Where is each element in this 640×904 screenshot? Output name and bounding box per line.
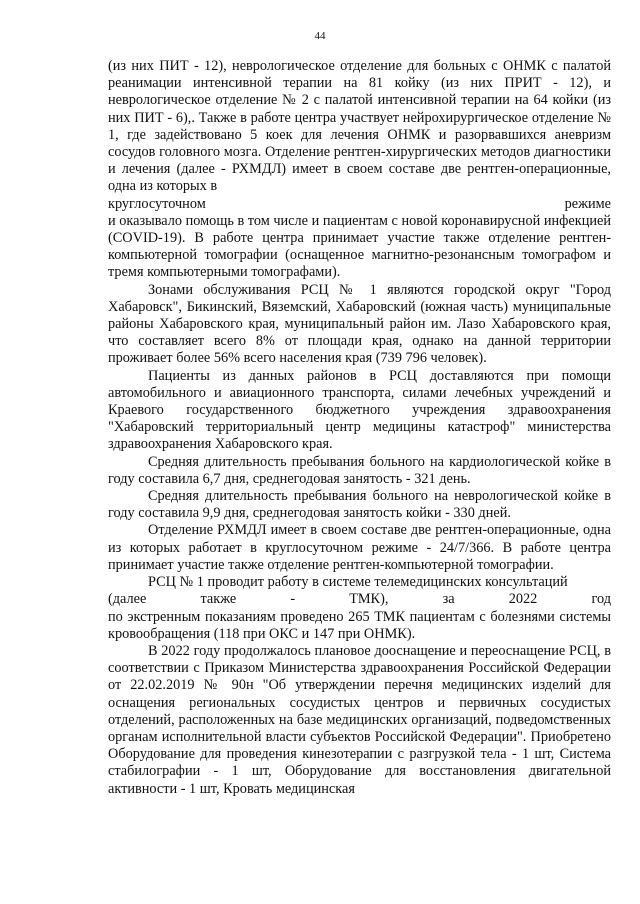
paragraph: Пациенты из данных районов в РСЦ доставляются при помощи автомобильного и авиационного транспорта, силами лечебных учреждений и Краевого государственного бюджетного учреждения здравоохранения "Хабаровский территориальный центр медицины катастроф" министерства здравоохранения Хабаровского края. [108,367,611,453]
paragraph: и оказывало помощь в том числе и пациентам с новой коронавирусной инфекцией (COVID-19). В работе центра принимает участие также отделение рентген-компьютерной томографии (оснащенное магнитно-резонансным томографом и тремя компьютерными томографами). [108,212,611,281]
document-body [108,58,611,798]
paragraph: В 2022 году продолжалось плановое дооснащение и переоснащение РСЦ, в соответствии с Приказом Министерства здравоохранения Российской Федерации от 22.02.2019 № 90н "Об утверждении перечня медицинских изделий для оснащения региональных сосудистых центров и первичных сосудистых отделений, расположенных на базе медицинских организаций, подведомственных органам исполнительной власти субъектов Российской Федерации". Приобретено Оборудование для проведения кинезотерапии с разгрузкой тела - 1 шт, Система стабилографии - 1 шт, Оборудование для восстановления двигательной активности - 1 шт, Кровать медицинская [108,642,611,797]
justified-line: круглосуточном режиме [108,195,611,212]
paragraph: по экстренным показаниям проведено 265 ТМК пациентам с болезнями системы кровообращения (118 при ОКС и 147 при ОНМК). [108,608,611,642]
paragraph: (из них ПИТ - 12), неврологическое отделение для больных с ОНМК с палатой реанимации интенсивной терапии на 81 койку (из них ПРИТ - 12), и неврологическое отделение № 2 с палатой интенсивной терапии на 64 койки (из них ПИТ - 6),. Также в работе центра участвует нейрохирургическое отделение № 1, где задействовано 5 коек для лечения ОНМК и разорвавшихся аневризм сосудов головного мозга. Отделение рентген-хирургических методов диагностики и лечения (далее - РХМДЛ) имеет в своем составе две рентген-операционные, одна из которых в [108,58,611,195]
paragraph: РСЦ № 1 проводит работу в системе телемедицинских консультаций [148,574,568,591]
page-number: 44 [314,30,326,42]
paragraph-justified-line [108,196,611,213]
paragraph: Отделение РХМДЛ имеет в своем составе две рентген-операционные, одна из которых работает в круглосуточном режиме - 24/7/366. В работе центра принимает участие также отделение рентген-компьютерной томографии. [108,522,611,573]
paragraph: Зонами обслуживания РСЦ № 1 являются городской округ "Город Хабаровск", Бикинский, Вяземский, Хабаровский (южная часть) муниципальные районы Хабаровского края, муниципальный район им. Лазо Хабаровского края, что составляет всего 8% от площади края, однако на данной территории проживает более 56% всего населения края (739 796 человек). [108,281,611,367]
paragraph: Средняя длительность пребывания больного на неврологической койке в году составила 9,9 дня, среднегодовая занятость койки - 330 дней. [108,488,611,522]
justified-line: (далее также - ТМК), за 2022 год [108,591,611,608]
paragraph: Средняя длительность пребывания больного на кардиологической койке в году составила 6,7 дня, среднегодовая занятость - 321 день. [108,453,611,487]
paragraph-justified-line [108,591,611,608]
